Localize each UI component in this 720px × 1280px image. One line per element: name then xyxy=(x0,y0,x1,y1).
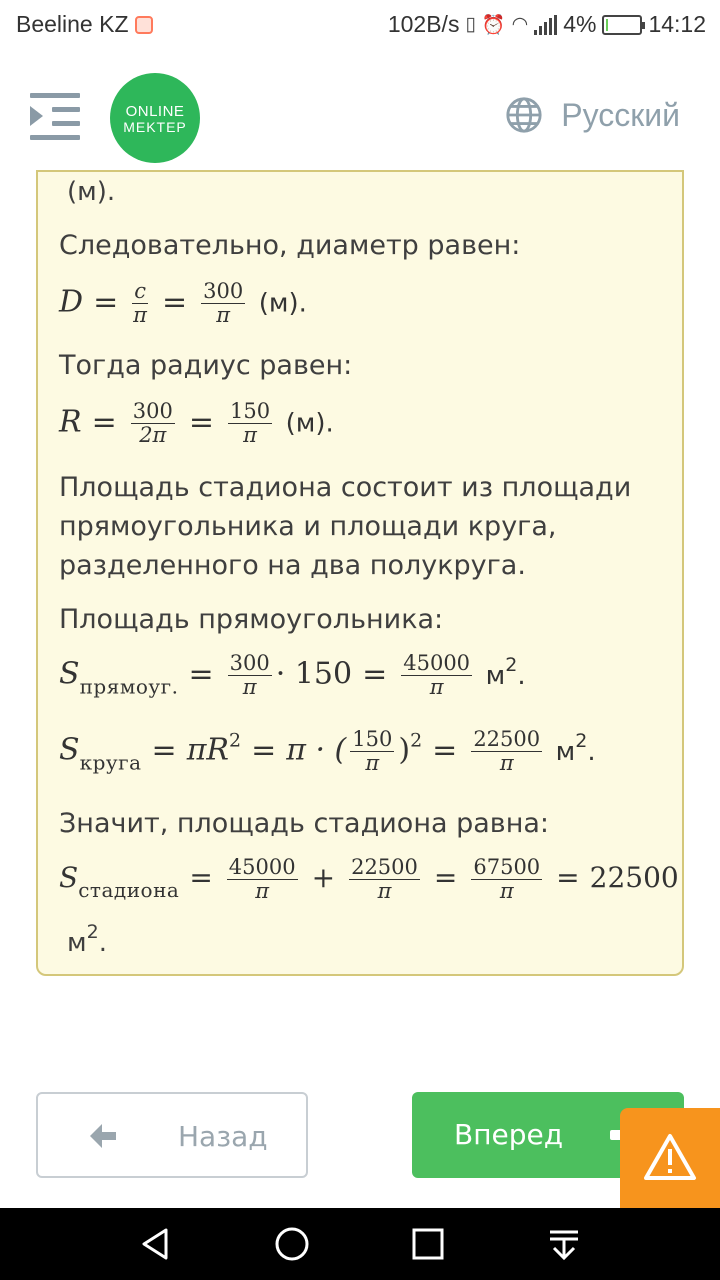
area-symbol: S xyxy=(59,732,80,768)
menu-icon-bar-middle-1 xyxy=(52,107,80,112)
logo-line-1: ONLINE xyxy=(125,103,185,120)
fraction-denominator: 2π xyxy=(139,423,167,448)
area-symbol: S xyxy=(59,861,79,895)
area-subscript: прямоуг. xyxy=(79,674,179,699)
fraction-denominator: π xyxy=(429,675,444,700)
fraction-numerator: 45000 xyxy=(403,651,471,675)
vibrate-icon: ▯ xyxy=(465,14,476,35)
fraction-numerator: c xyxy=(134,279,146,303)
radius-formula: R = $\frac{300}{2\pi}$ = $\frac{150}{\pi}$ (м). xyxy=(59,399,334,448)
diameter-formula: D = $\frac{c}{\pi}$ = $\frac{300}{\pi}$ (м). xyxy=(59,279,307,328)
battery-fill xyxy=(606,19,608,31)
unit-dot: . xyxy=(587,736,596,767)
fraction-numerator: 150 xyxy=(229,399,271,423)
status-left xyxy=(16,11,153,38)
area-subscript: круга xyxy=(79,750,142,775)
fraction-numerator: 45000 xyxy=(228,855,296,879)
multiplier: · 150 xyxy=(275,656,353,692)
network-speed: 102B/s xyxy=(387,11,460,37)
radius-text: Тогда радиус равен: xyxy=(59,350,353,381)
stadium-text: Значит, площадь стадиона равна: xyxy=(59,808,549,839)
fraction-denominator: π xyxy=(377,879,392,904)
fraction-denominator: π xyxy=(243,423,257,448)
exponent: 2 xyxy=(229,729,242,752)
fraction-denominator: π xyxy=(365,751,380,776)
arrow-left-icon xyxy=(88,1122,118,1150)
fraction xyxy=(228,400,272,447)
fraction xyxy=(201,280,245,327)
carrier-badge-icon xyxy=(135,16,153,34)
menu-toggle-button[interactable] xyxy=(30,93,82,141)
language-selector[interactable] xyxy=(505,96,680,134)
rectangle-formula: $S_{прямоуг.}$ = $\frac{300}{\pi}$ · 150 = $\frac{45000}{\pi}$ $м^2$. xyxy=(59,651,526,700)
fraction-denominator: π xyxy=(499,879,514,904)
fraction xyxy=(227,856,298,903)
menu-icon-bar-bottom xyxy=(30,135,80,140)
language-label: Русский xyxy=(561,96,680,133)
area-subscript: стадиона xyxy=(78,878,180,903)
fraction-denominator: π xyxy=(216,303,231,328)
fraction-numerator: 300 xyxy=(203,279,244,303)
fraction-numerator: 300 xyxy=(229,651,270,675)
signal-icon xyxy=(534,15,557,35)
unit-exponent: 2 xyxy=(86,921,99,943)
wifi-icon: ◠ xyxy=(511,14,529,35)
area-text-line-3: разделенного на два полукруга. xyxy=(59,550,526,581)
battery-percent: 4% xyxy=(563,11,597,37)
fraction-numerator: 22500 xyxy=(473,727,541,751)
unit-base: м xyxy=(485,660,506,691)
clock: 14:12 xyxy=(648,11,706,37)
unit xyxy=(555,729,596,767)
unit-dot: . xyxy=(98,928,107,958)
unit-exponent: 2 xyxy=(575,729,588,752)
fraction xyxy=(131,400,175,447)
fraction-denominator: π xyxy=(133,303,147,328)
status-right xyxy=(388,11,706,38)
carrier-label: Beeline KZ xyxy=(16,11,129,37)
fraction-denominator: π xyxy=(499,751,514,776)
menu-icon-bar-top xyxy=(30,93,80,98)
next-button-label: Вперед xyxy=(454,1118,564,1151)
back-button[interactable] xyxy=(36,1092,308,1178)
app-header xyxy=(0,50,720,188)
fraction-denominator: π xyxy=(255,879,270,904)
pi-times: π · ( xyxy=(286,732,347,768)
battery-icon xyxy=(602,15,642,35)
unit: (м). xyxy=(258,288,307,319)
menu-icon-bar-middle-2 xyxy=(52,121,80,126)
pi-r: πR xyxy=(186,732,229,768)
notification-pull-icon[interactable] xyxy=(546,1226,582,1262)
unit-dot: . xyxy=(517,660,526,691)
diameter-lhs: D xyxy=(59,284,84,320)
area-text-line-2: прямоугольника и площади круга, xyxy=(59,511,557,542)
logo-line-2: MEKTEP xyxy=(123,119,187,135)
fraction xyxy=(228,652,272,699)
fraction-denominator: π xyxy=(242,675,257,700)
menu-arrow-icon xyxy=(30,106,43,126)
fraction-numerator: 67500 xyxy=(473,855,541,879)
globe-icon xyxy=(505,96,543,134)
back-button-label: Назад xyxy=(178,1120,268,1153)
stadium-result: 22500 xyxy=(589,861,679,895)
unit-exponent: 2 xyxy=(505,653,518,676)
solution-panel xyxy=(36,170,684,976)
fraction xyxy=(350,728,394,775)
fraction-numerator: 22500 xyxy=(351,855,418,879)
unit: (м). xyxy=(285,408,334,439)
status-bar xyxy=(0,0,720,50)
stadium-unit xyxy=(67,920,107,961)
exponent: 2 xyxy=(410,729,423,752)
rectangle-text: Площадь прямоугольника: xyxy=(59,604,444,635)
previous-line-tail: (м). xyxy=(67,177,116,207)
close-paren: ) xyxy=(398,732,411,768)
radius-lhs: R xyxy=(59,404,82,440)
system-navigation-bar xyxy=(0,1208,720,1280)
unit-base: м xyxy=(555,736,576,767)
fraction xyxy=(471,856,542,903)
fraction xyxy=(132,280,148,327)
stadium-formula: $S_{стадиона}$ = $\frac{45000}{\pi}$ + $\frac{22500}{\pi}$ = $\frac{67500}{\pi}$ = 22500 xyxy=(59,855,679,904)
report-problem-button[interactable] xyxy=(620,1108,720,1208)
onlinemektep-logo[interactable] xyxy=(110,73,200,163)
recents-square-icon[interactable] xyxy=(410,1226,446,1262)
back-triangle-icon[interactable] xyxy=(138,1226,174,1262)
unit xyxy=(485,653,526,691)
unit-base: м xyxy=(67,928,87,958)
fraction xyxy=(401,652,472,699)
home-circle-icon[interactable] xyxy=(274,1226,310,1262)
fraction xyxy=(349,856,420,903)
warning-icon xyxy=(643,1132,697,1182)
diameter-text: Следовательно, диаметр равен: xyxy=(59,230,521,261)
alarm-icon: ⏰ xyxy=(481,14,506,36)
fraction-numerator: 300 xyxy=(132,399,173,423)
fraction-numerator: 150 xyxy=(352,727,393,751)
area-text-line-1: Площадь стадиона состоит из площади xyxy=(59,472,632,503)
fraction xyxy=(471,728,542,775)
circle-formula: $S_{круга} = \pi R^2 = \pi$ · ( $\frac{150}{\pi}$ )$^2$ = $\frac{22500}{\pi}$ $м^2$. xyxy=(59,727,596,776)
area-symbol: S xyxy=(59,656,80,692)
